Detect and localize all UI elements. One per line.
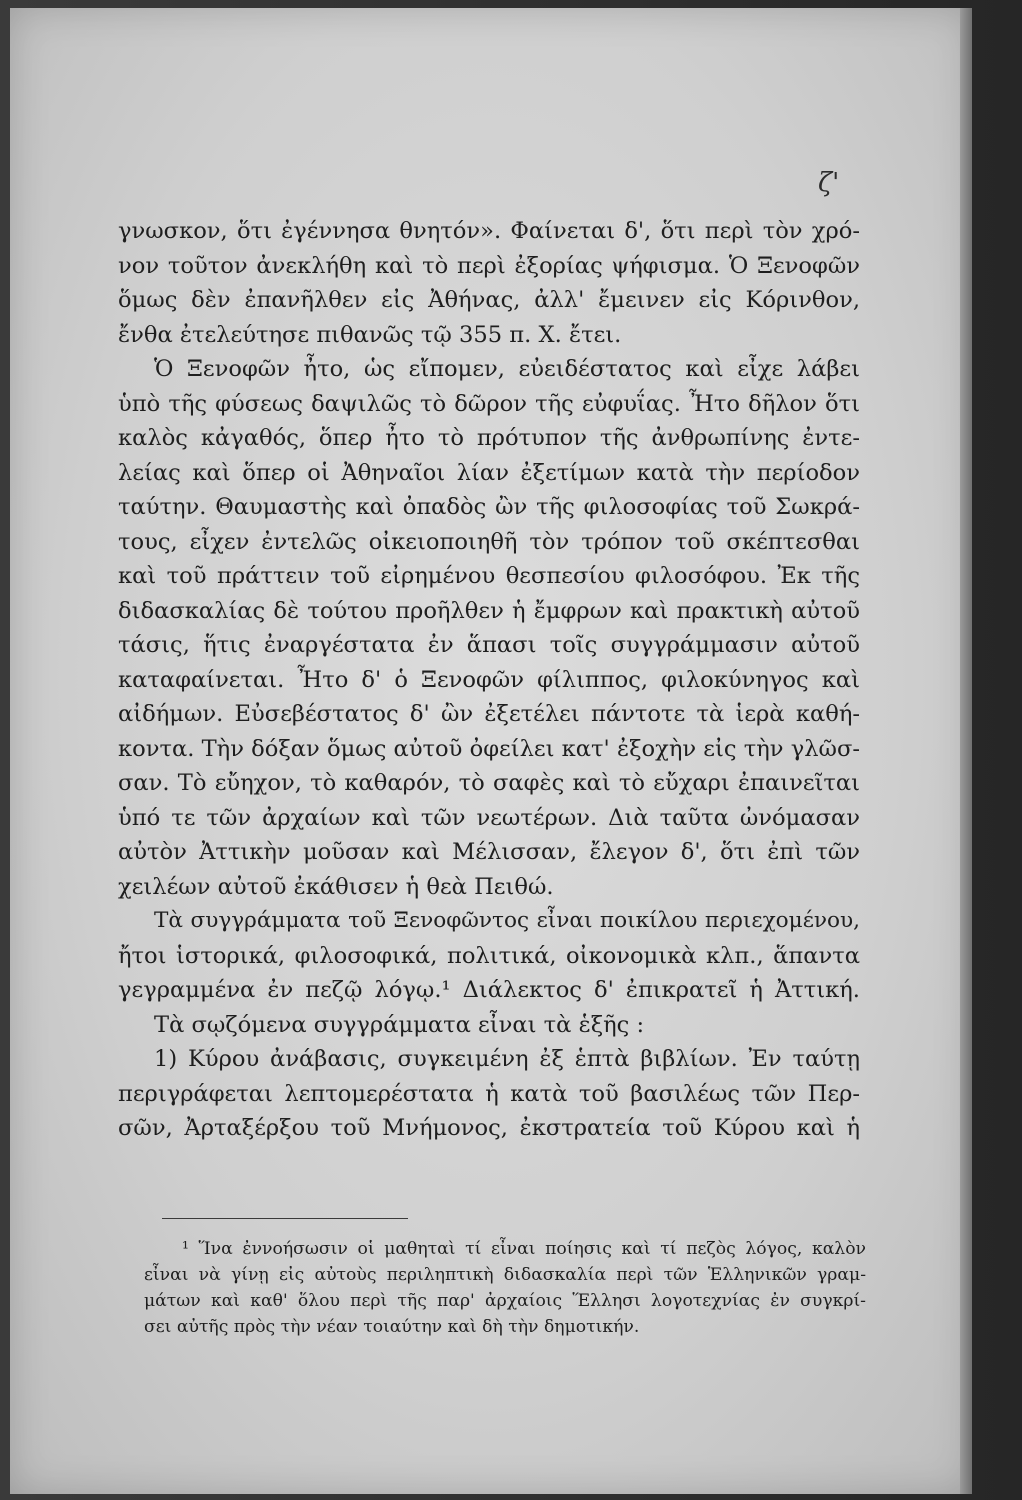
footnote-line: μάτων καὶ καθ' ὅλου περὶ τῆς παρ' ἀρχαίοις Ἕλλησι λογοτεχνίας ἐν συγκρί- xyxy=(144,1291,866,1311)
body-text xyxy=(118,214,860,1146)
footnote-line: σει αὐτῆς πρὸς τὴν νέαν τοιαύτην καὶ δὴ τὴν δημοτικήν. xyxy=(144,1317,640,1337)
body-line: λείας καὶ ὅπερ οἱ Ἀθηναῖοι λίαν ἐξετίμων κατὰ τὴν περίοδον xyxy=(118,459,860,486)
body-line: σῶν, Ἀρταξέρξου τοῦ Μνήμονος, ἐκστρατεία τοῦ Κύρου καὶ ἡ xyxy=(118,1115,860,1141)
body-line: κοντα. Τὴν δόξαν ὅμως αὐτοῦ ὀφείλει κατ' ἐξοχὴν εἰς τὴν γλῶσ- xyxy=(118,735,860,762)
body-line: 1) Κύρου ἀνάβασις, συγκειμένη ἐξ ἑπτὰ βιβλίων. Ἐν ταύτῃ xyxy=(154,1046,860,1072)
footnote-line: εἶναι νὰ γίνῃ εἰς αὐτοὺς περιληπτικὴ διδασκαλία περὶ τῶν Ἑλληνικῶν γραμ- xyxy=(144,1265,866,1285)
book-page xyxy=(10,8,972,1494)
body-line: ἤτοι ἱστορικά, φιλοσοφικά, πολιτικά, οἰκονομικὰ κλπ., ἅπαντα xyxy=(118,942,860,969)
body-line: αὐτὸν Ἀττικὴν μοῦσαν καὶ Μέλισσαν, ἔλεγον δ', ὅτι ἐπὶ τῶν xyxy=(118,839,860,865)
body-line: ὅμως δὲν ἐπανῆλθεν εἰς Ἀθήνας, ἀλλ' ἔμεινεν εἰς Κόρινθον, xyxy=(118,287,860,313)
footnote-separator xyxy=(162,1218,408,1219)
body-line: αἰδήμων. Εὐσεβέστατος δ' ὢν ἐξετέλει πάντοτε τὰ ἱερὰ καθή- xyxy=(118,701,860,727)
body-line: γεγραμμένα ἐν πεζῷ λόγῳ.¹ Διάλεκτος δ' ἐπικρατεῖ ἡ Ἀττική. xyxy=(118,977,860,1003)
page-number: ζ' xyxy=(818,168,840,198)
body-line: διδασκαλίας δὲ τούτου προῆλθεν ἡ ἔμφρων καὶ πρακτικὴ αὐτοῦ xyxy=(118,597,860,624)
body-line: τους, εἶχεν ἐντελῶς οἰκειοποιηθῆ τὸν τρόπον τοῦ σκέπτεσθαι xyxy=(118,528,860,555)
body-line: τάσις, ἥτις ἐναργέστατα ἐν ἅπασι τοῖς συγγράμμασιν αὐτοῦ xyxy=(118,632,860,658)
body-line: καταφαίνεται. Ἦτο δ' ὁ Ξενοφῶν φίλιππος, φιλοκύνηγος καὶ xyxy=(118,666,860,693)
footnote-text xyxy=(144,1236,866,1340)
body-line: σαν. Τὸ εὔηχον, τὸ καθαρόν, τὸ σαφὲς καὶ τὸ εὔχαρι ἐπαινεῖται xyxy=(118,770,860,796)
body-line: ἔνθα ἐτελεύτησε πιθανῶς τῷ 355 π. Χ. ἔτει. xyxy=(118,321,622,348)
body-line: Τὰ σῳζόμενα συγγράμματα εἶναι τὰ ἑξῆς : xyxy=(154,1011,645,1038)
page-edge xyxy=(960,8,972,1494)
body-line: περιγράφεται λεπτομερέστατα ἡ κατὰ τοῦ βασιλέως τῶν Περ- xyxy=(118,1080,860,1107)
body-line: Τὰ συγγράμματα τοῦ Ξενοφῶντος εἶναι ποικίλου περιεχομένου, xyxy=(154,908,860,933)
body-line: ταύτην. Θαυμαστὴς καὶ ὀπαδὸς ὢν τῆς φιλοσοφίας τοῦ Σωκρά- xyxy=(118,494,860,520)
body-line: ὑπό τε τῶν ἀρχαίων καὶ τῶν νεωτέρων. Διὰ ταῦτα ὠνόμασαν xyxy=(118,804,860,831)
body-line: νον τοῦτον ἀνεκλήθη καὶ τὸ περὶ ἐξορίας ψήφισμα. Ὁ Ξενοφῶν xyxy=(118,252,860,279)
body-line: γνωσκον, ὅτι ἐγέννησα θνητόν». Φαίνεται δ', ὅτι περὶ τὸν χρό- xyxy=(118,218,860,244)
body-line: ὑπὸ τῆς φύσεως δαψιλῶς τὸ δῶρον τῆς εὐφυΐας. Ἦτο δῆλον ὅτι xyxy=(118,390,860,417)
body-line: χειλέων αὐτοῦ ἐκάθισεν ἡ θεὰ Πειθώ. xyxy=(118,873,554,900)
body-line: Ὁ Ξενοφῶν ἦτο, ὡς εἴπομεν, εὐειδέστατος καὶ εἶχε λάβει xyxy=(154,356,860,382)
body-line: καὶ τοῦ πράττειν τοῦ εἰρημένου θεσπεσίου φιλοσόφου. Ἐκ τῆς xyxy=(118,563,860,589)
footnote-line: ¹ Ἵνα ἐννοήσωσιν οἱ μαθηταὶ τί εἶναι ποίησις καὶ τί πεζὸς λόγος, καλὸν xyxy=(182,1239,866,1259)
body-line: καλὸς κἀγαθός, ὅπερ ἦτο τὸ πρότυπον τῆς ἀνθρωπίνης ἐντε- xyxy=(118,425,860,451)
